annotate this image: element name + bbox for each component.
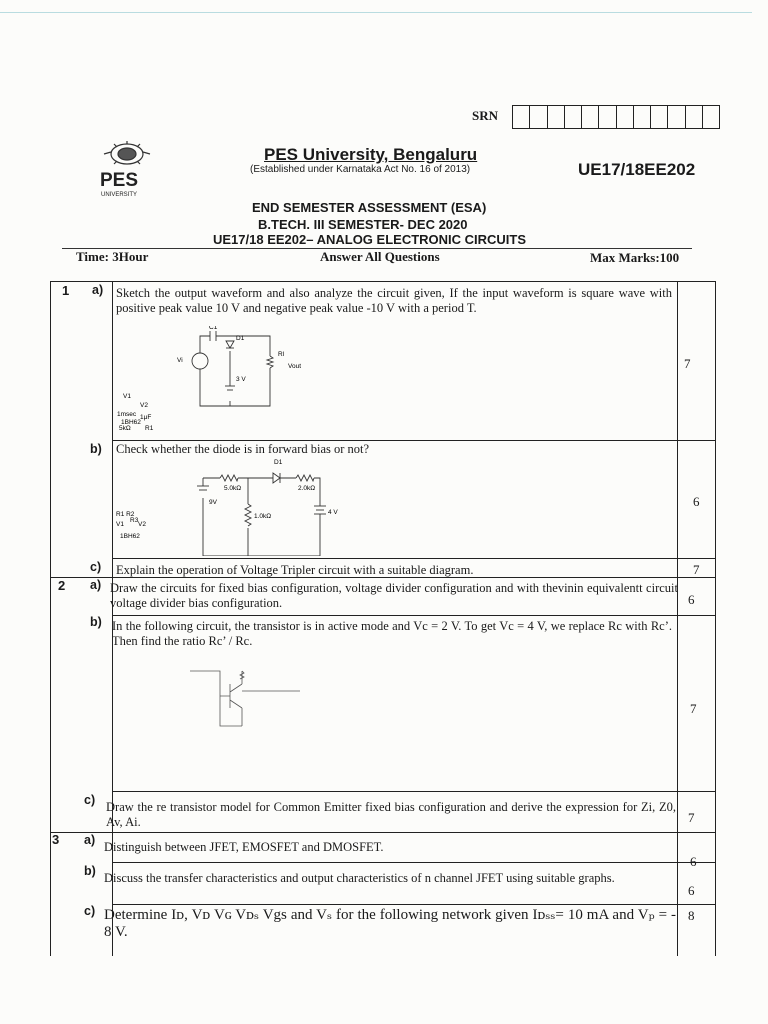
- svg-text:1msec: 1msec: [117, 411, 137, 418]
- svg-text:9V: 9V: [209, 499, 217, 506]
- svg-text:1μF: 1μF: [140, 414, 152, 421]
- university-logo: [92, 138, 162, 200]
- marks: 8: [688, 908, 695, 923]
- max-marks: Max Marks:100: [590, 250, 680, 265]
- svg-text:R3: R3: [130, 517, 139, 524]
- question-number: 2: [58, 578, 66, 593]
- svg-text:R1 R2: R1 R2: [116, 511, 135, 518]
- svg-text:1BH62: 1BH62: [120, 533, 140, 540]
- semester: B.TECH. III SEMESTER- DEC 2020: [258, 217, 468, 232]
- svg-text:C1: C1: [209, 326, 218, 331]
- svg-text:1.0kΩ: 1.0kΩ: [254, 513, 272, 520]
- question-text: Sketch the output waveform and also analyze the circuit given, If the input waveform is square wave with positive peak value 10 V and negative peak value -10 V with a period T.: [116, 286, 672, 315]
- part-label: a): [92, 283, 104, 297]
- marks: 7: [688, 810, 695, 825]
- svg-text:2.0kΩ: 2.0kΩ: [298, 485, 316, 492]
- part-label: b): [90, 442, 102, 456]
- exam-title: END SEMESTER ASSESSMENT (ESA): [252, 200, 487, 215]
- marks: 6: [688, 883, 695, 898]
- question-text: In the following circuit, the transistor is in active mode and Vc = 2 V. To get Vc = 4 V, we replace Rc with Rc’. Then find the ratio Rc’ / Rc.: [112, 619, 672, 648]
- question-number: 1: [62, 283, 70, 298]
- question-text: Explain the operation of Voltage Tripler circuit with a suitable diagram.: [116, 563, 474, 577]
- marks: 7: [690, 701, 697, 716]
- svg-text:PES: PES: [100, 170, 139, 191]
- question-text: Check whether the diode is in forward bias or not?: [116, 442, 370, 456]
- part-label: c): [90, 560, 102, 574]
- part-label: b): [84, 864, 96, 878]
- svg-text:5.0kΩ: 5.0kΩ: [224, 485, 242, 492]
- svg-text:5kΩ: 5kΩ: [119, 425, 131, 432]
- marks: 6: [693, 494, 700, 509]
- part-label: a): [84, 833, 96, 847]
- question-text: Draw the circuits for fixed bias configuration, voltage divider configuration and with thevinin equivalentt circuit voltage divider bias configuration.: [110, 581, 678, 610]
- clamper-circuit-figure: [105, 326, 315, 436]
- svg-text:4 V: 4 V: [328, 509, 338, 516]
- marks: 7: [693, 562, 700, 577]
- svg-text:3 V: 3 V: [236, 376, 246, 383]
- question-number: 3: [52, 832, 60, 847]
- established-note: (Established under Karnataka Act No. 16 of 2013): [250, 164, 471, 175]
- svg-text:D1: D1: [274, 459, 283, 466]
- question-text: Distinguish between JFET, EMOSFET and DMOSFET.: [104, 840, 384, 854]
- svg-text:UNIVERSITY: UNIVERSITY: [101, 192, 138, 198]
- university-name: PES University, Bengaluru: [264, 145, 478, 164]
- course-title: UE17/18 EE202– ANALOG ELECTRONIC CIRCUITS: [213, 232, 527, 247]
- svg-text:1BH62: 1BH62: [121, 419, 141, 426]
- instruction: Answer All Questions: [320, 249, 440, 264]
- diode-bias-circuit-figure: [108, 456, 368, 556]
- marks: 7: [684, 356, 691, 371]
- svg-text:Vout: Vout: [288, 363, 302, 370]
- question-text: Determine Iᴅ, Vᴅ Vɢ Vᴅₛ Vgs and Vₛ for the following network given Iᴅₛₛ= 10 mA and Vₚ = - 8 V.: [104, 907, 676, 940]
- exam-duration: Time: 3Hour: [76, 249, 149, 264]
- svg-text:V2: V2: [140, 402, 148, 409]
- part-label: a): [90, 578, 102, 592]
- srn-boxes: [512, 105, 720, 129]
- question-text: Discuss the transfer characteristics and output characteristics of n channel JFET using suitable graphs.: [104, 871, 615, 885]
- svg-text:D1: D1: [236, 335, 245, 342]
- svg-text:V1: V1: [116, 521, 124, 528]
- svg-text:V2: V2: [138, 521, 146, 528]
- marks: 6: [690, 854, 697, 869]
- marks: 6: [688, 592, 695, 607]
- part-label: b): [90, 615, 102, 629]
- transistor-circuit-figure: [170, 666, 330, 746]
- svg-text:R1: R1: [145, 425, 154, 432]
- part-label: c): [84, 793, 96, 807]
- svg-text:Rl: Rl: [278, 351, 285, 358]
- srn-label: SRN: [472, 108, 499, 123]
- part-label: c): [84, 904, 96, 918]
- question-text: Draw the re transistor model for Common Emitter fixed bias configuration and derive the expression for Zi, Z0, Av, Ai.: [106, 800, 676, 829]
- question-table: [50, 281, 716, 956]
- svg-text:Vi: Vi: [177, 357, 183, 364]
- course-code: UE17/18EE202: [578, 160, 696, 179]
- svg-text:V1: V1: [123, 393, 131, 400]
- scan-top-edge: [0, 12, 752, 13]
